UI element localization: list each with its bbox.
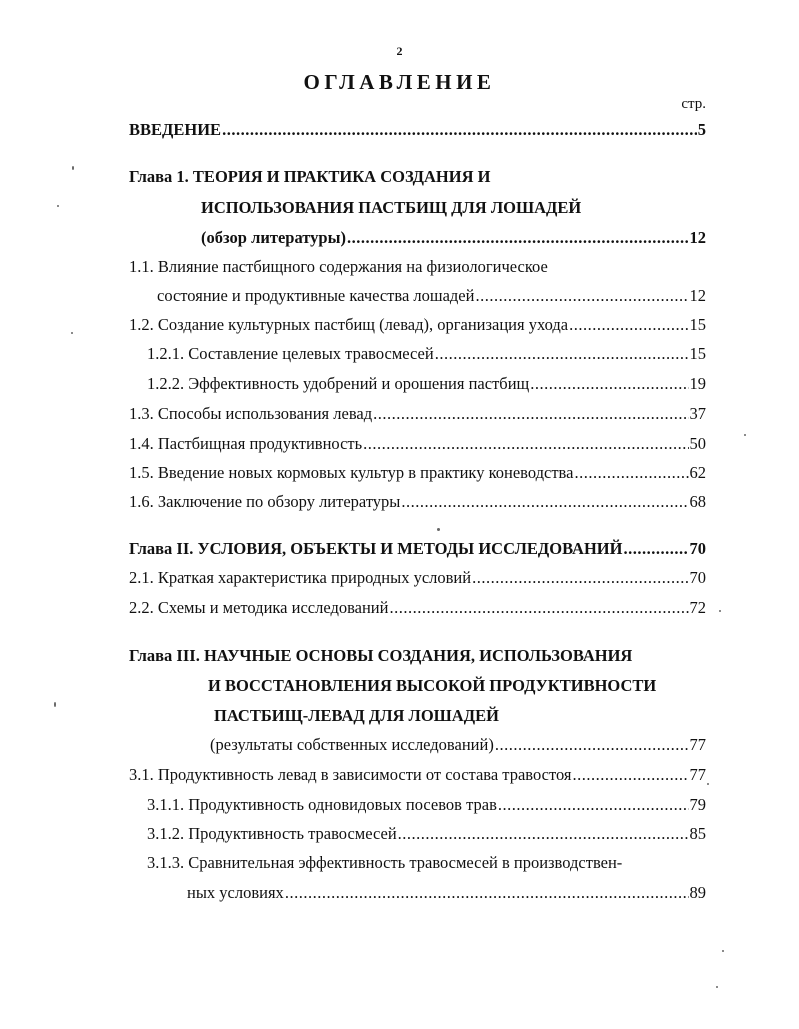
toc-entry-3-1-2[interactable] — [147, 824, 706, 848]
dot-leader — [347, 228, 689, 248]
toc-entry-label: 1.2.2. Эффективность удобрений и орошения пастбищ — [147, 374, 530, 393]
toc-entry-label: ВВЕДЕНИЕ — [129, 120, 222, 139]
toc-entry-page: 68 — [689, 492, 706, 511]
section-3-1-3-line1: 3.1.3. Сравнительная эффективность травосмесей в производствен- — [147, 853, 623, 872]
toc-entry-1-3[interactable] — [129, 404, 706, 428]
toc-entry-page: 79 — [689, 795, 706, 814]
dot-leader — [398, 824, 689, 844]
toc-entry-chapter-1[interactable] — [201, 228, 706, 252]
toc-entry-3-1-3[interactable] — [187, 883, 706, 907]
dot-leader — [498, 795, 689, 815]
toc-entry-label: 1.6. Заключение по обзору литературы — [129, 492, 401, 511]
toc-entry-page: 89 — [689, 883, 706, 902]
toc-entry-label: состояние и продуктивные качества лошадей — [157, 286, 475, 305]
section-1-1-line1: 1.1. Влияние пастбищного содержания на физиологическое — [129, 257, 548, 276]
scan-speck — [707, 783, 709, 785]
toc-entry-label: (обзор литературы) — [201, 228, 346, 247]
dot-leader — [623, 539, 688, 559]
toc-entry-page: 85 — [689, 824, 706, 843]
toc-entry-1-4[interactable] — [129, 434, 706, 458]
toc-entry-3-1-1[interactable] — [147, 795, 706, 819]
scan-speck — [437, 528, 440, 531]
toc-entry-page: 15 — [689, 315, 706, 334]
toc-entry-label: 1.2.1. Составление целевых травосмесей — [147, 344, 434, 363]
page-number: 2 — [396, 44, 403, 58]
toc-entry-1-2-1[interactable] — [147, 344, 706, 368]
toc-entry-label: (результаты собственных исследований) — [210, 735, 494, 754]
toc-entry-1-1[interactable] — [157, 286, 706, 310]
toc-entry-label: 1.5. Введение новых кормовых культур в практику коневодства — [129, 463, 574, 482]
toc-entry-3-1[interactable] — [129, 765, 706, 789]
toc-entry-label: 2.2. Схемы и методика исследований — [129, 598, 389, 617]
toc-entry-page: 15 — [689, 344, 706, 363]
toc-entry-label: 2.1. Краткая характеристика природных условий — [129, 568, 472, 587]
dot-leader — [285, 883, 689, 903]
dot-leader — [530, 374, 688, 394]
dot-leader — [574, 463, 688, 483]
toc-entry-2-2[interactable] — [129, 598, 706, 622]
toc-entry-page: 77 — [689, 765, 706, 784]
scan-speck — [719, 610, 721, 612]
toc-entry-label: 1.3. Способы использования левад — [129, 404, 373, 423]
dot-leader — [569, 315, 688, 335]
dot-leader — [222, 120, 697, 140]
toc-entry-page: 70 — [689, 568, 706, 587]
toc-entry-chapter-2[interactable] — [129, 539, 706, 563]
chapter-3-heading-line1: Глава III. НАУЧНЫЕ ОСНОВЫ СОЗДАНИЯ, ИСПОЛЬЗОВАНИЯ — [129, 646, 633, 665]
toc-entry-label: 3.1.2. Продуктивность травосмесей — [147, 824, 397, 843]
scan-speck — [716, 986, 718, 988]
toc-entry-1-5[interactable] — [129, 463, 706, 487]
chapter-3-heading-line3: ПАСТБИЩ-ЛЕВАД ДЛЯ ЛОШАДЕЙ — [214, 706, 499, 725]
toc-entry-label: 1.4. Пастбищная продуктивность — [129, 434, 363, 453]
dot-leader — [389, 598, 688, 618]
toc-entry-label: 1.2. Создание культурных пастбищ (левад), организация ухода — [129, 315, 569, 334]
toc-entry-page: 50 — [689, 434, 706, 453]
dot-leader — [401, 492, 688, 512]
dot-leader — [495, 735, 689, 755]
chapter-3-heading-line2: И ВОССТАНОВЛЕНИЯ ВЫСОКОЙ ПРОДУКТИВНОСТИ — [208, 676, 657, 695]
dot-leader — [572, 765, 688, 785]
scan-speck — [72, 166, 74, 170]
dot-leader — [472, 568, 688, 588]
toc-entry-1-2-2[interactable] — [147, 374, 706, 398]
scan-speck — [57, 205, 59, 207]
toc-entry-label: 3.1. Продуктивность левад в зависимости от состава травостоя — [129, 765, 572, 784]
page-column-label: стр. — [681, 96, 706, 112]
scan-speck — [71, 332, 73, 334]
toc-entry-1-2[interactable] — [129, 315, 706, 339]
toc-entry-label: 3.1.1. Продуктивность одновидовых посевов трав — [147, 795, 497, 814]
toc-entry-page: 62 — [689, 463, 706, 482]
toc-entry-page: 5 — [697, 120, 706, 139]
toc-entry-page: 19 — [689, 374, 706, 393]
toc-entry-2-1[interactable] — [129, 568, 706, 592]
chapter-1-heading-line1: Глава 1. ТЕОРИЯ И ПРАКТИКА СОЗДАНИЯ И — [129, 167, 491, 186]
toc-entry-chapter-3[interactable] — [210, 735, 706, 759]
dot-leader — [373, 404, 688, 424]
page-title: ОГЛАВЛЕНИЕ — [303, 70, 496, 94]
chapter-1-heading-line2: ИСПОЛЬЗОВАНИЯ ПАСТБИЩ ДЛЯ ЛОШАДЕЙ — [201, 198, 582, 217]
toc-entry-label: ных условиях — [187, 883, 284, 902]
dot-leader — [363, 434, 688, 454]
toc-entry-page: 12 — [689, 228, 706, 247]
dot-leader — [435, 344, 689, 364]
toc-entry-page: 77 — [689, 735, 706, 754]
toc-entry-intro[interactable] — [129, 120, 706, 144]
toc-entry-page: 12 — [689, 286, 706, 305]
toc-entry-page: 70 — [689, 539, 706, 558]
toc-entry-label: Глава II. УСЛОВИЯ, ОБЪЕКТЫ И МЕТОДЫ ИССЛЕДОВАНИЙ — [129, 539, 623, 558]
toc-entry-page: 37 — [689, 404, 706, 423]
scan-speck — [744, 434, 746, 436]
scan-speck — [722, 950, 724, 952]
scan-speck — [54, 702, 56, 707]
toc-entry-1-6[interactable] — [129, 492, 706, 516]
dot-leader — [475, 286, 688, 306]
toc-entry-page: 72 — [689, 598, 706, 617]
